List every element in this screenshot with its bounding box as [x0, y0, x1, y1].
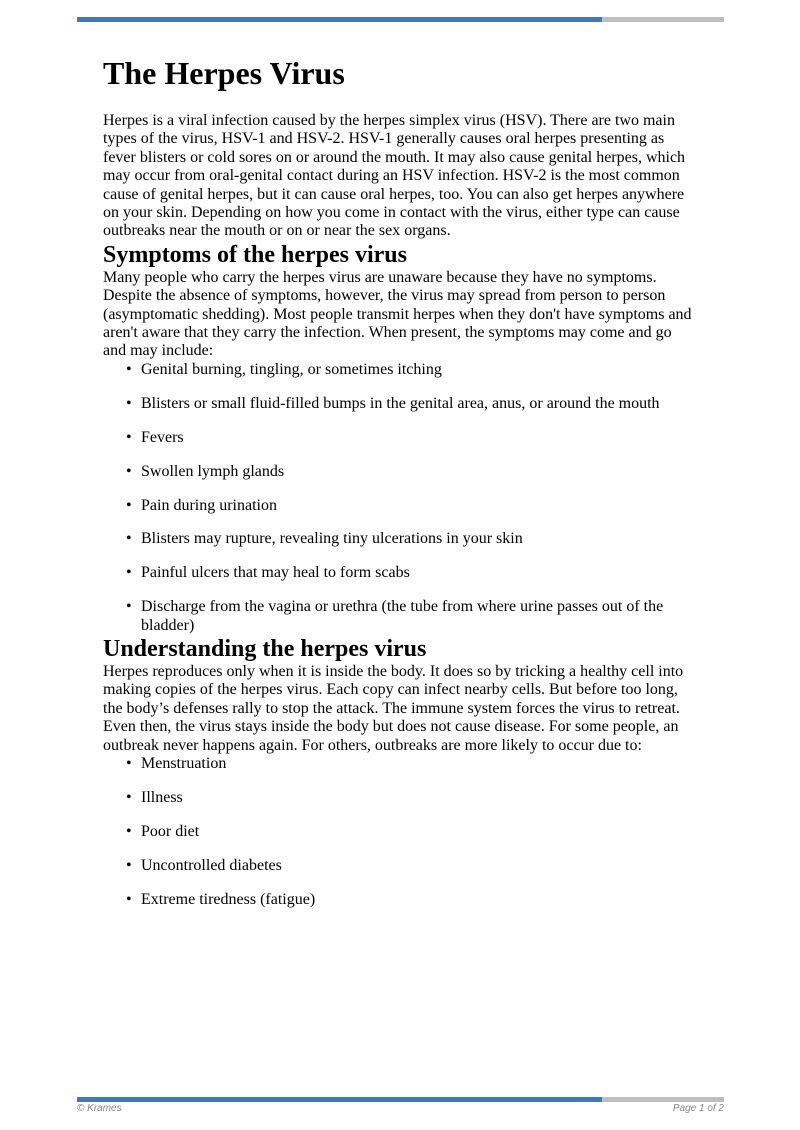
list-item: • Blisters or small fluid-filled bumps in the genital area, anus, or around the mouth	[103, 395, 694, 413]
section-understanding	[103, 635, 694, 909]
list-item: • Blisters may rupture, revealing tiny ulcerations in your skin	[103, 530, 694, 548]
symptoms-paragraph: Many people who carry the herpes virus are unaware because they have no symptoms. Despite the absence of symptoms, however, the virus may spread from person to person (asymptomatic shedding). Most people transmit herpes when they don't have symptoms and aren't aware that they carry the infection. When present, the symptoms may come and go and may include:	[103, 268, 692, 360]
footer-accent-bar-blue-segment	[77, 1097, 602, 1102]
list-item: • Illness	[103, 789, 694, 807]
copyright-text: © Krames	[77, 1103, 122, 1114]
intro-paragraph: Herpes is a viral infection caused by the herpes simplex virus (HSV). There are two main types of the virus, HSV-1 and HSV-2. HSV-1 generally causes oral herpes presenting as fever blisters or cold sores on or around the mouth. It may also cause genital herpes, which may occur from oral-genital contact during an HSV infection. HSV-2 is the most common cause of genital herpes, but it can cause oral herpes, too. You can also get herpes anywhere on your skin. Depending on how you come in contact with the virus, either type can cause outbreaks near the mouth or on or near the sex organs.	[103, 112, 686, 240]
list-item: • Fevers	[103, 429, 694, 447]
document-body	[103, 0, 694, 909]
page-title: The Herpes Virus	[103, 55, 345, 91]
list-item: • Painful ulcers that may heal to form scabs	[103, 564, 694, 582]
page-number: Page 1 of 2	[672, 1103, 724, 1114]
list-item: • Poor diet	[103, 823, 694, 841]
list-item: • Genital burning, tingling, or sometimes itching	[103, 361, 694, 379]
section-heading-symptoms: Symptoms of the herpes virus	[103, 241, 407, 268]
section-symptoms	[103, 241, 694, 635]
symptoms-bullet-list	[103, 361, 694, 635]
list-item: • Pain during urination	[103, 497, 694, 515]
list-item: • Uncontrolled diabetes	[103, 857, 694, 875]
list-item: • Menstruation	[103, 755, 694, 773]
understanding-bullet-list	[103, 755, 694, 909]
section-heading-understanding: Understanding the herpes virus	[103, 636, 427, 663]
footer-accent-bar	[77, 1097, 724, 1102]
understanding-paragraph: Herpes reproduces only when it is inside the body. It does so by tricking a healthy cell into making copies of the herpes virus. Each copy can infect nearby cells. But before too long, the body’s defenses rally to stop the attack. The immune system forces the virus to retreat. Even then, the virus stays inside the body but does not cause disease. For some people, an outbreak never happens again. For others, outbreaks are more likely to occur due to:	[103, 663, 684, 754]
footer-accent-bar-gray-segment	[602, 1097, 724, 1102]
list-item: • Swollen lymph glands	[103, 463, 694, 481]
list-item: • Discharge from the vagina or urethra (the tube from where urine passes out of the bladder)	[103, 598, 694, 635]
list-item: • Extreme tiredness (fatigue)	[103, 891, 694, 909]
page-footer	[77, 1103, 724, 1114]
